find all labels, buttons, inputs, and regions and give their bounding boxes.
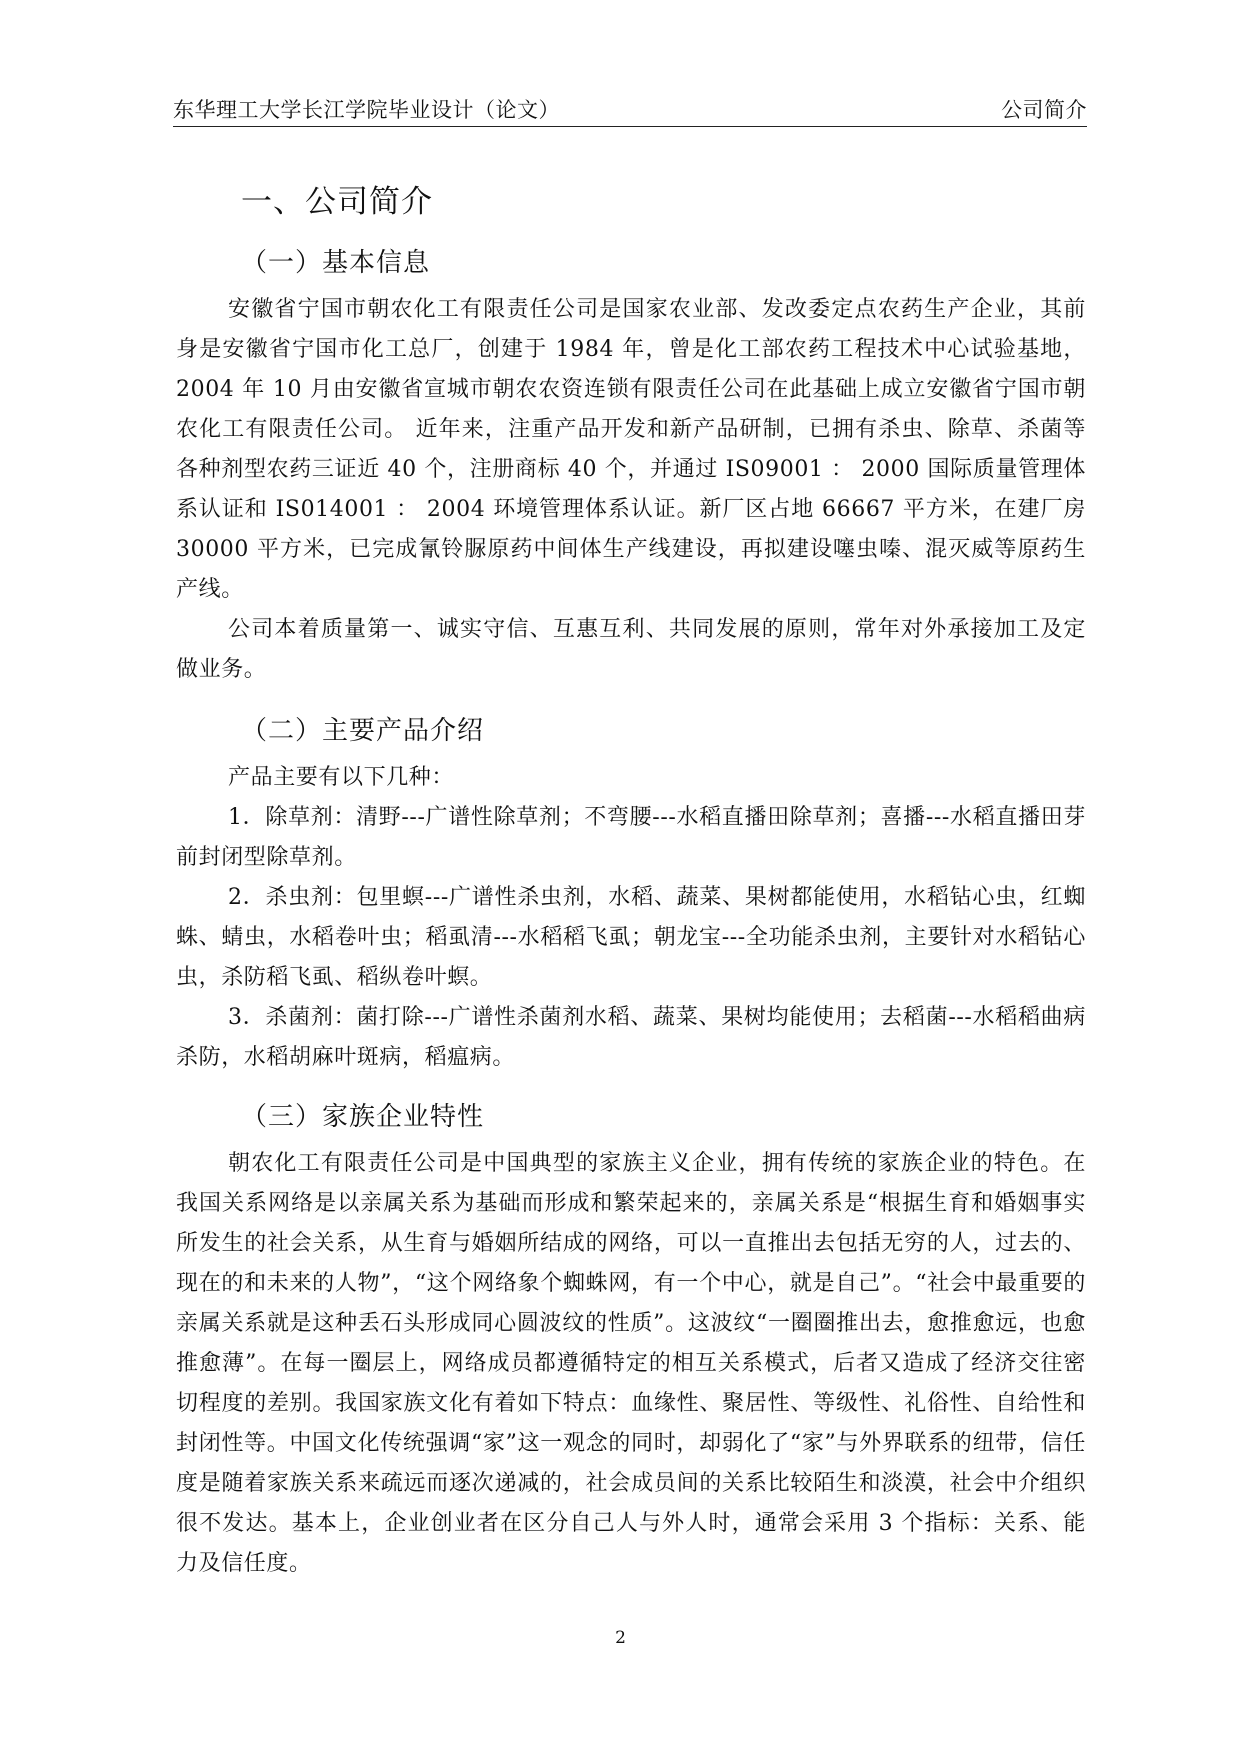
paragraph-family-business: 朝农化工有限责任公司是中国典型的家族主义企业，拥有传统的家族企业的特色。在我国关系网络是以亲属关系为基础而形成和繁荣起来的，亲属关系是“根据生育和婚姻事实所发生的社会关系，从生育与婚姻所结成的网络，可以一直推出去包括无穷的人，过去的、现在的和未来的人物”，“这个网络象个蜘蛛网，有一个中心，就是自己”。“社会中最重要的亲属关系就是这种丢石头形成同心圆波纹的性质”。这波纹“一圈圈推出去，愈推愈远，也愈推愈薄”。在每一圈层上，网络成员都遵循特定的相互关系模式，后者又造成了经济交往密切程度的差别。我国家族文化有着如下特点：血缘性、聚居性、等级性、礼俗性、自给性和封闭性等。中国文化传统强调“家”这一观念的同时，却弱化了“家”与外界联系的纽带，信任度是随着家族关系来疏远而逐次递减的，社会成员间的关系比较陌生和淡漠，社会中介组织很不发达。基本上，企业创业者在区分自己人与外人时，通常会采用 3 个指标：关系、能力及信任度。: [176, 1151, 1086, 1576]
section-title-products: （二）主要产品介绍: [241, 716, 485, 746]
paragraph-insecticides: 2．杀虫剂：包里螟---广谱性杀虫剂，水稻、蔬菜、果树都能使用，水稻钻心虫，红蜘蛛、蜻虫，水稻卷叶虫；稻虱清---水稻稻飞虱；朝龙宝---全功能杀虫剂，主要针对水稻钻心虫，杀防稻飞虱、稻纵卷叶螟。: [176, 885, 1086, 990]
section-title-basic-info: （一）基本信息: [241, 248, 431, 278]
running-header: [173, 86, 1087, 127]
paragraph-fungicides: 3．杀菌剂：菌打除---广谱性杀菌剂水稻、蔬菜、果树均能使用；去稻菌---水稻稻曲病杀防，水稻胡麻叶斑病，稻瘟病。: [176, 1005, 1086, 1070]
paragraph-company-overview: 安徽省宁国市朝农化工有限责任公司是国家农业部、发改委定点农药生产企业，其前身是安徽省宁国市化工总厂，创建于 1984 年，曾是化工部农药工程技术中心试验基地， 2004 年 10 月由安徽省宣城市朝农农资连锁有限责任公司在此基础上成立安徽省宁国市朝农化工有限责任公司。 近年来，注重产品开发和新产品研制，已拥有杀虫、除草、杀菌等各种剂型农药三证近 40 个，注册商标 40 个，并通过 IS09001 ： 2000 国际质量管理体系认证和 IS014001 ： 2004 环境管理体系认证。新厂区占地 66667 平方米，在建厂房 30000 平方米，已完成氰铃脲原药中间体生产线建设，再拟建设噻虫嗪、混灭威等原药生产线。: [176, 297, 1086, 602]
section-title-family-business: （三）家族企业特性: [241, 1102, 485, 1132]
header-thesis-title: 东华理工大学长江学院毕业设计（论文）: [173, 98, 560, 122]
chapter-title: 一、公司简介: [241, 184, 433, 220]
paragraph-herbicides: 1．除草剂：清野---广谱性除草剂；不弯腰---水稻直播田除草剂；喜播---水稻直播田芽前封闭型除草剂。: [176, 805, 1086, 870]
paragraph-products-intro: 产品主要有以下几种：: [228, 765, 455, 790]
paragraph-company-principles: 公司本着质量第一、诚实守信、互惠互利、共同发展的原则，常年对外承接加工及定做业务。: [176, 617, 1086, 682]
page-number: 2: [615, 1628, 626, 1648]
header-chapter-name: 公司简介: [1001, 98, 1087, 122]
